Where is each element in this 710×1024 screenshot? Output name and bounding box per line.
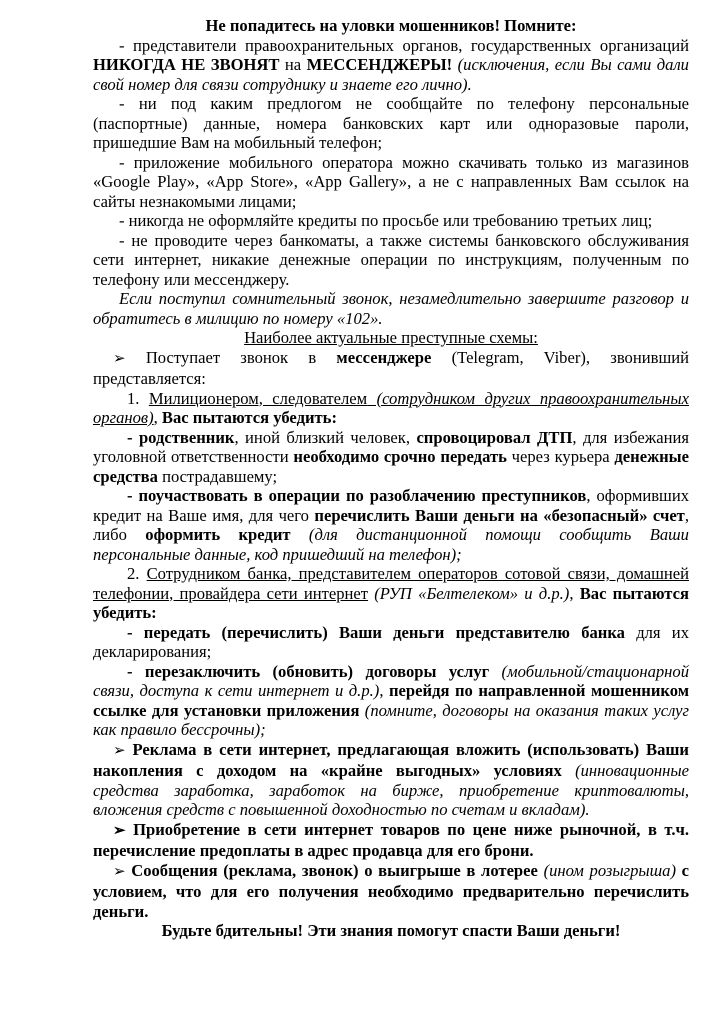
scheme-emphasis: Сообщения (реклама, звонок) о выигрыше в лотерее [125, 860, 538, 880]
case-emphasis: - родственник [127, 427, 235, 447]
scheme-note: (ином розыгрыша) [537, 860, 676, 880]
case-note: (мобильной/стационарной связи, доступа к сети интернет и д.р.) [93, 661, 689, 700]
scheme-text: (Telegram, Viber), звонивший представляется: [93, 347, 689, 388]
case-caller: Милиционером, следователем [148, 388, 368, 408]
rule-paragraph: - приложение мобильного оператора можно скачивать только из магазинов «Google Play», «App Store», «App Gallery», а не с направленных Вам ссылок на сайты незнакомыми лицами; [93, 152, 689, 211]
scheme-emphasis: Реклама в сети интернет, предлагающая вложить (использовать) Ваши накопления с доходом на «крайне выгодных» условиях [93, 739, 689, 780]
advice-paragraph: Если поступил сомнительный звонок, незамедлительно завершите разговор и обратитесь в милицию по номеру «102». [93, 289, 689, 328]
case-heading [93, 389, 689, 428]
case-emphasis: - перезаключить (обновить) договоры услуг [127, 661, 490, 681]
case-convince: Вас пытаются убедить: [161, 408, 337, 427]
case-text: для их декларирования; [93, 622, 689, 661]
rule-paragraph [93, 36, 689, 95]
scheme-item [93, 348, 689, 389]
scheme-item [93, 861, 689, 922]
rule-note: (исключения, если Вы сами дали свой номер для связи сотруднику и знаете его лично). [93, 55, 689, 94]
arrow-bullet-icon: ➢ [113, 863, 126, 880]
case-heading [93, 564, 689, 623]
rule-emphasis: МЕССЕНДЖЕРЫ! [306, 55, 453, 74]
rule-paragraph: - ни под каким предлогом не сообщайте по телефону персональные (паспортные) данные, номера банковских карт или одноразовые пароли, пришедшие Вам на мобильный телефон; [93, 94, 689, 152]
case-caller-note: (сотрудником других правоохранительных органов) [93, 388, 690, 427]
document-title: Не попадитесь на уловки мошенников! Помните: [205, 16, 577, 35]
case-emphasis: спровоцировал ДТП [416, 427, 573, 447]
case-text: , [379, 681, 389, 700]
case-emphasis: денежные средства [93, 447, 690, 486]
scheme-emphasis: мессенджере [336, 347, 432, 367]
schemes-heading [93, 328, 689, 348]
case-item [93, 662, 689, 740]
scheme-item [93, 740, 689, 820]
case-text: , [153, 408, 162, 427]
case-item [93, 486, 689, 564]
closing-slogan: Будьте бдительны! Эти знания помогут спасти Ваши деньги! [161, 921, 621, 940]
case-emphasis: необходимо срочно передать [293, 447, 507, 466]
case-convince: Вас пытаются убедить: [93, 583, 690, 622]
arrow-bullet-icon: ➢ [113, 822, 126, 839]
case-text: , либо [93, 505, 689, 544]
scheme-emphasis: Приобретение в сети интернет товаров по цене ниже рыночной, в т.ч. перечисление предоплаты в адрес продавца для его брони. [93, 819, 689, 860]
rule-text: - представители правоохранительных органов, государственных организаций [119, 35, 689, 55]
case-emphasis: перечислить Ваши деньги на «безопасный» счет [314, 505, 685, 525]
case-emphasis: оформить кредит [145, 525, 291, 544]
case-item [93, 428, 689, 487]
case-emphasis: перейдя по направленной мошенником ссылке для установки приложения [93, 681, 690, 720]
case-text: , оформивших кредит на Ваше имя, для чего [93, 486, 690, 525]
case-number: 2. [127, 564, 147, 583]
rule-paragraph: - никогда не оформляйте кредиты по просьбе или требованию третьих лиц; [119, 211, 653, 230]
case-text: , иной близкий человек, [234, 427, 417, 447]
case-number: 1. [127, 388, 149, 408]
scheme-item [93, 820, 689, 861]
case-caller-note: (РУП «Белтелеком» и д.р.) [368, 583, 570, 603]
case-text: , [569, 583, 580, 603]
scheme-emphasis: с условием, что для его получения необходимо предварительно перечислить деньги. [93, 860, 690, 921]
case-note: (для дистанционной помощи сообщить Ваши персональные данные, код пришедший на телефон); [93, 525, 689, 564]
arrow-bullet-icon: ➢ [113, 350, 126, 367]
rule-paragraph: - не проводите через банкоматы, а также системы банковского обслуживания сети интернет, никакие денежные операции по инструкциям, полученным по телефону или мессенджеру. [93, 230, 689, 289]
case-text: пострадавшему; [157, 466, 278, 486]
document-body [93, 16, 689, 941]
rule-text: на [279, 55, 307, 74]
case-emphasis: - передать (перечислить) Ваши деньги представителю банка [127, 622, 625, 642]
case-emphasis: - поучаствовать в операции по разоблачению преступников [127, 486, 587, 505]
scheme-text: Поступает звонок в [125, 347, 337, 367]
schemes-heading-text: Наиболее актуальные преступные схемы: [244, 328, 538, 347]
case-text: через курьера [506, 447, 615, 466]
arrow-bullet-icon: ➢ [113, 742, 126, 759]
case-text: , для избежания уголовной ответственности [93, 427, 689, 466]
rule-emphasis: НИКОГДА НЕ ЗВОНЯТ [93, 55, 280, 74]
case-note: (помните, договоры на оказания таких услуг как правило бессрочны); [93, 700, 689, 739]
case-caller: Сотрудником банка, представителем операторов сотовой связи, домашней телефонии, провайдера сети интернет [93, 564, 689, 603]
case-item [93, 623, 689, 662]
scheme-note: (инновационные средства заработка, заработок на бирже, приобретение криптовалюты, вложения средств с повышенной доходностью по счетам и вкладам). [93, 761, 689, 819]
